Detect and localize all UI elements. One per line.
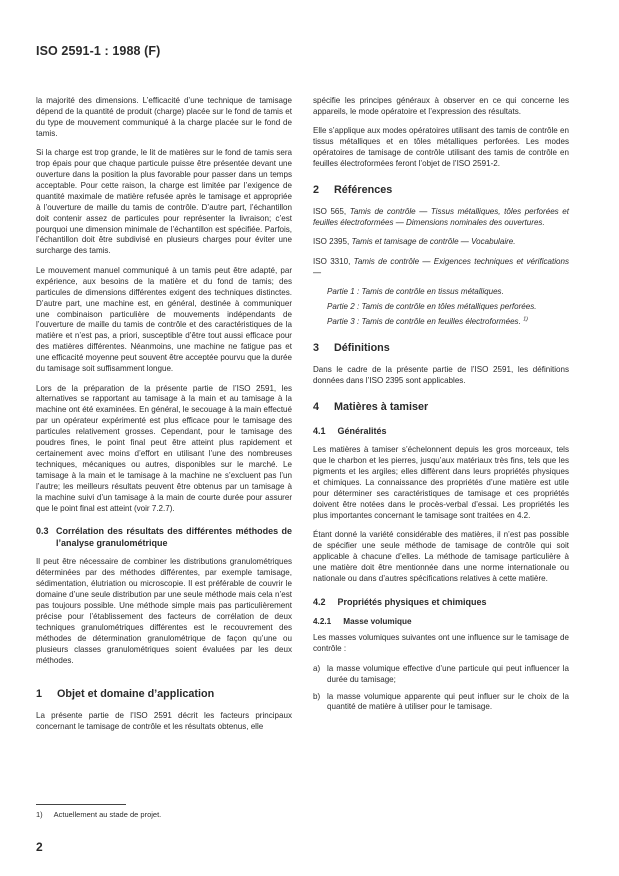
reference-title: Tamis de contrôle — Tissus métalliques, tôles perforées et feuilles électroformées — Dimensions nominales des ouvertures. (313, 207, 569, 227)
paragraph: Le mouvement manuel communiqué à un tamis peut être adapté, par expérience, aux besoins de la matière et du fond de tamis; des particules de dimensions différentes exigent des techniques distinctes. D’autre part, une machine est, en général, destinée à communiquer une combinaison particulière de mouvements indépendants de l’ouverture de maille du tamis de contrôle et des caractéristiques de la matière et n’est pas, a priori, susceptible d’être tout aussi efficace pour des matières différentes. Néanmoins, une machine ne fatigue pas et une efficacité moyenne peut souvent être acceptée pourvu que la durée du tamisage soit suffisamment longue. (36, 265, 292, 374)
section-heading-4-2 (313, 597, 569, 609)
section-number: 4.2 (313, 596, 326, 607)
reference-iso-565 (313, 207, 569, 229)
footnote-text: Actuellement au stade de projet. (53, 810, 162, 819)
reference-part-3 (313, 317, 569, 328)
footnote-divider (36, 804, 126, 805)
section-heading-1 (36, 688, 292, 701)
list-label: b) (313, 691, 321, 701)
footnote-marker: 1) (523, 316, 528, 323)
section-title: Généralités (337, 425, 387, 436)
reference-part-2: Partie 2 : Tamis de contrôle en tôles métalliques perforées. (327, 302, 537, 312)
section-title: Matières à tamiser (334, 400, 429, 413)
reference-part-1: Partie 1 : Tamis de contrôle en tissus métalliques. (327, 287, 504, 297)
paragraph: Lors de la préparation de la présente partie de l’ISO 2591, les alternatives se rapportant au tamisage à la main et au tamisage à la machine ont été examinées. En général, le secouage à la main effectué par un opérateur expérimenté est plus efficace pour le tamisage des particules relativement grosses. Cependant, pour le tamisage des poudres fines, le point final peut être atteint plus rapidement et certainement avec moins d’effort en utilisant l’une des nombreuses techniques, mécaniques ou autres, disponibles sur le marché. Le tamisage à la main et le tamisage à la machine ne s’excluent pas l’un l’autre; les meilleurs résultats peuvent être obtenus par un tamisage à la machine suivi d’un tamisage à la main de courte durée pour assurer que le point final est atteint (voir 7.2.7). (36, 383, 292, 513)
section-title: Propriétés physiques et chimiques (337, 596, 487, 607)
right-column (313, 96, 569, 719)
section-number: 4.1 (313, 425, 326, 436)
paragraph: Il peut être nécessaire de combiner les distributions granulométriques déterminées par des méthodes différentes, par exemple tamisage, sédimentation, élutriation ou microscopie. Il est préférable de couvrir le domaine d’une seule distribution par une seule méthode mais cela n’est pas toujours possible. Une méthode simple mais pas particulièrement précise pour l’établissement des facteurs de corrélation de deux techniques granulométriques différentes est le recouvrement des méthodes de détermination granulométrique de façon qu’une ou plusieurs classes granulométriques soient évaluées par les deux méthodes. (36, 557, 292, 665)
paragraph: La présente partie de l’ISO 2591 décrit les facteurs principaux concernant le tamisage de contrôle et les résultats obtenus, elle (36, 711, 292, 732)
reference-part-text: Partie 3 : Tamis de contrôle en feuilles électroformées. (327, 317, 521, 327)
section-number: 0.3 (36, 526, 49, 537)
section-title: Définitions (334, 342, 390, 355)
paragraph: la majorité des dimensions. L’efficacité d’une technique de tamisage dépend de la quantité de produit (charge) placée sur le fond de tamis et du type de mouvement communiqué à la charge placée sur le fond de tamis. (36, 96, 292, 138)
page-number: 2 (36, 840, 43, 854)
list-item-b (313, 692, 569, 714)
section-number: 3 (313, 342, 320, 355)
section-title: Corrélation des résultats des différentes méthodes de l’analyse granulométrique (56, 526, 292, 548)
section-heading-0-3 (36, 526, 292, 549)
reference-code: ISO 3310, (313, 256, 351, 266)
section-title: Masse volumique (343, 617, 412, 627)
footnote-number: 1) (36, 810, 43, 819)
paragraph: Étant donné la variété considérable des matières, il n’est pas possible de spécifier une seule méthode de tamisage de contrôle qui soit applicable à chacune d’elles. La méthode de tamisage particulière à une matière doit être mentionnée dans une norme internationale ou nationale ou dans d’autres spécifications relatives à cette matière. (313, 530, 569, 583)
section-number: 4 (313, 400, 320, 413)
section-number: 1 (36, 688, 43, 701)
paragraph: Elle s’applique aux modes opératoires utilisant des tamis de contrôle en tissus métalliques et en tôles métalliques perforées. Les modes opératoires de tamisage de contrôle utilisant des tamis de contrôle en feuilles électroformées feront l’objet de l’ISO 2591-2. (313, 126, 569, 169)
left-column (36, 96, 292, 742)
section-title: Objet et domaine d’application (57, 688, 215, 701)
section-heading-2 (313, 184, 569, 197)
list-item-a (313, 664, 569, 686)
footnote (36, 810, 161, 819)
list-text: la masse volumique effective d’une particule qui peut influencer la durée du tamisage; (327, 663, 569, 684)
reference-iso-3310 (313, 257, 569, 279)
reference-code: ISO 2395, (313, 237, 350, 247)
section-number: 4.2.1 (313, 617, 332, 627)
reference-code: ISO 565, (313, 207, 347, 217)
section-number: 2 (313, 184, 320, 197)
paragraph: spécifie les principes généraux à observer en ce qui concerne les appareils, le mode opératoire et l’expression des résultats. (313, 96, 569, 116)
section-title: Références (334, 184, 393, 197)
section-heading-4-1 (313, 426, 569, 438)
list-text: la masse volumique apparente qui peut influer sur le choix de la quantité de matière à utiliser pour le tamisage. (327, 691, 569, 712)
document-id: ISO 2591-1 : 1988 (F) (36, 44, 161, 58)
paragraph: Les matières à tamiser s’échelonnent depuis les gros morceaux, tels que le charbon et les pierres, jusqu’aux matériaux très fins, tels que les pigments et les argiles; elles diffèrent dans leurs propriétés physiques et chimiques. La connaissance des propriétés d’une matière est utile pour déterminer ses caractéristiques de tamisage et ces propriétés doivent être notées dans le procès-verbal d’essai. Les propriétés les plus importantes concernant le tamisage sont traitées en 4.2. (313, 445, 569, 520)
list-label: a) (313, 663, 321, 673)
section-heading-4 (313, 401, 569, 414)
section-heading-4-2-1 (313, 616, 569, 627)
paragraph: Dans le cadre de la présente partie de l’ISO 2591, les définitions données dans l’ISO 2395 sont applicables. (313, 365, 569, 385)
reference-title: Tamis et tamisage de contrôle — Vocabulaire. (351, 237, 516, 247)
reference-iso-2395 (313, 237, 569, 248)
section-heading-3 (313, 342, 569, 355)
reference-title: Tamis de contrôle — Exigences techniques et vérifications — (313, 256, 569, 277)
paragraph: Si la charge est trop grande, le lit de matières sur le fond de tamis sera trop épais pour que chaque particule puisse être présentée devant une ouverture dans la position la plus favorable pour passer dans un temps acceptable. Pour cette raison, la charge est limitée par l’exigence de quantité maximale de matière refusée après le tamisage et appropriée à l’ouverture de maille du tamis de contrôle. D’autre part, l’échantillon doit contenir assez de particules pour représenter la livraison; c’est pourquoi une dimension minimale de l’échantillon est spécifiée. Parfois, l’échantillon doit être subdivisé en plusieurs charges pour éviter une surcharge des tamis. (36, 148, 292, 256)
paragraph: Les masses volumiques suivantes ont une influence sur le tamisage de contrôle : (313, 633, 569, 654)
